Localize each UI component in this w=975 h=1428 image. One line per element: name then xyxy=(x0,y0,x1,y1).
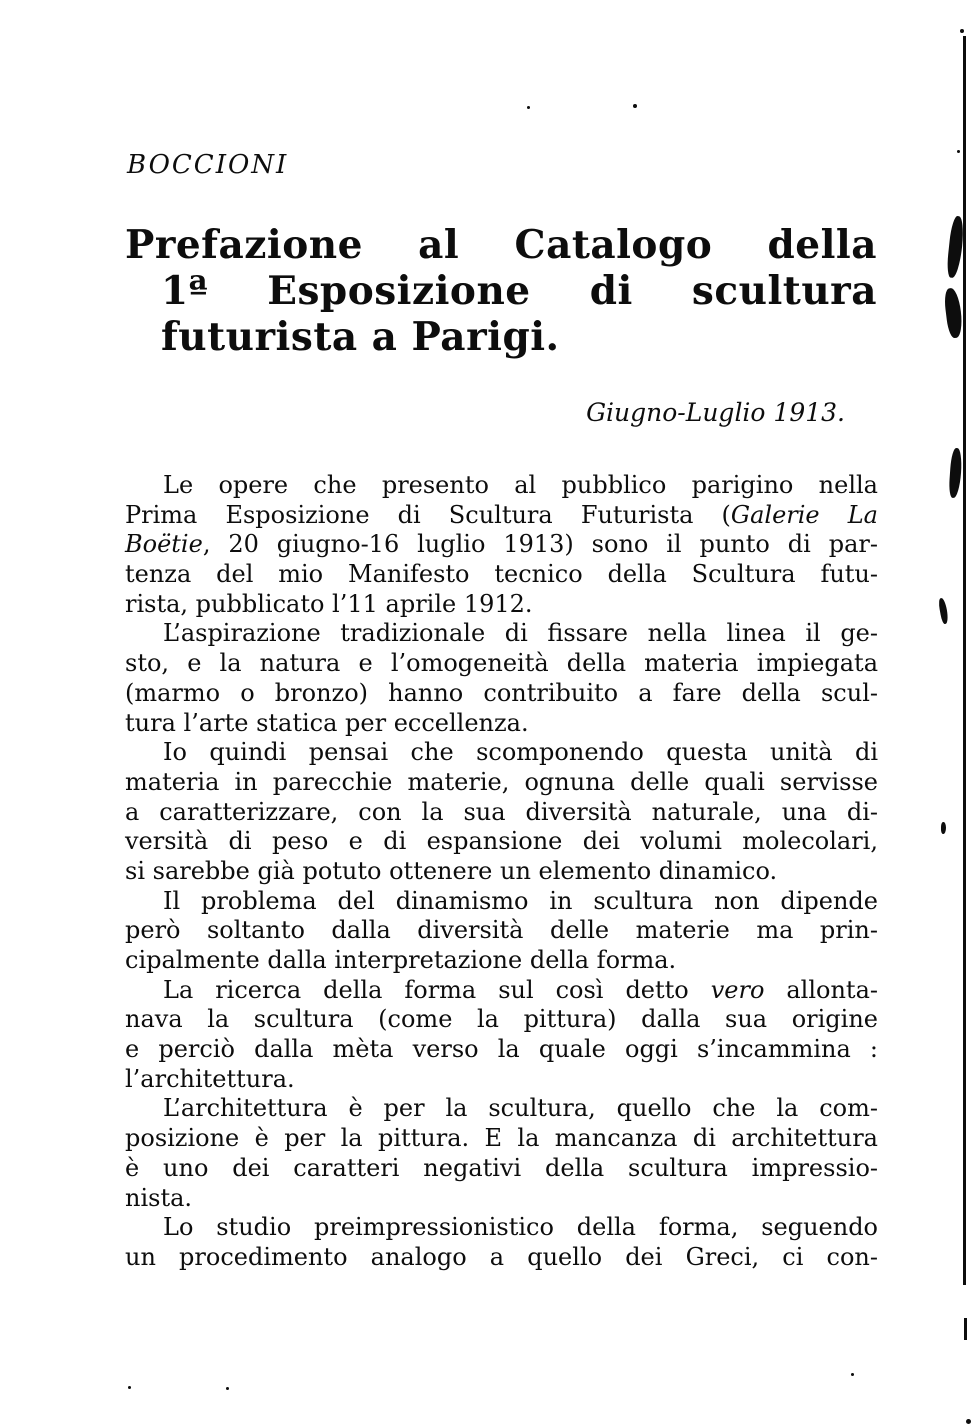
text-line xyxy=(125,1035,878,1065)
text-segment: nista. xyxy=(125,1183,193,1212)
ink-speck xyxy=(226,1387,229,1390)
text-segment: versità di peso e di espansione dei volumi molecolari, xyxy=(125,827,878,856)
scan-edge-line xyxy=(963,36,966,1285)
text-segment: tenza del mio Manifesto tecnico della Scultura futu- xyxy=(125,560,878,589)
text-segment: l’architettura. xyxy=(125,1064,295,1093)
title-line-3: futurista a Parigi. xyxy=(161,314,560,360)
text-line xyxy=(125,590,878,620)
ink-speck xyxy=(957,150,960,153)
text-segment: posizione è per la pittura. E la mancanza di architettura xyxy=(125,1124,878,1153)
text-segment: si sarebbe già potuto ottenere un elemento dinamico. xyxy=(125,856,778,885)
italic-text-segment: Galerie La xyxy=(730,500,878,529)
text-segment: allonta- xyxy=(764,975,878,1004)
text-segment: (marmo o bronzo) hanno contribuito a fare della scul- xyxy=(125,678,878,707)
text-line xyxy=(125,530,878,560)
text-line xyxy=(125,976,878,1006)
text-line xyxy=(125,1124,878,1154)
text-segment: La ricerca della forma sul così detto xyxy=(163,975,711,1004)
text-line xyxy=(125,709,878,739)
scan-edge-line xyxy=(964,1318,967,1340)
text-segment: a caratterizzare, con la sua diversità naturale, una di- xyxy=(125,797,878,826)
ink-blob xyxy=(938,598,949,625)
text-line xyxy=(125,679,878,709)
text-segment: cipalmente dalla interpretazione della forma. xyxy=(125,946,677,974)
text-segment: Io quindi pensai che scomponendo questa unità di xyxy=(163,738,878,767)
text-line xyxy=(125,471,878,501)
title-line-2: 1ª Esposizione di scultura xyxy=(161,268,877,314)
ink-speck xyxy=(966,1419,971,1424)
text-segment: Il problema del dinamismo in scultura non dipende xyxy=(163,886,878,915)
text-line xyxy=(125,857,878,887)
text-line xyxy=(125,798,878,828)
text-segment: Lo studio preimpressionistico della forma, seguendo xyxy=(163,1213,878,1242)
text-segment: tura l’arte statica per eccellenza. xyxy=(125,708,529,737)
ink-blob xyxy=(943,287,964,338)
text-line xyxy=(125,916,878,946)
ink-speck xyxy=(851,1373,854,1376)
text-segment: materia in parecchie materie, ognuna delle quali servisse xyxy=(125,767,878,796)
text-segment: un procedimento analogo a quello dei Greci, ci con- xyxy=(125,1242,878,1271)
text-line xyxy=(125,768,878,798)
text-line xyxy=(125,887,878,917)
text-line xyxy=(125,501,878,531)
ink-speck xyxy=(527,106,530,109)
italic-text-segment: vero xyxy=(710,975,765,1004)
text-line xyxy=(125,1243,878,1273)
text-line xyxy=(125,560,878,590)
dateline: Giugno-Luglio 1913. xyxy=(586,398,845,427)
text-segment: però soltanto dalla diversità delle materie ma prin- xyxy=(125,916,878,945)
ink-speck xyxy=(960,29,964,33)
text-line xyxy=(125,1094,878,1124)
text-segment: Le opere che presento al pubblico parigino nella xyxy=(163,471,878,499)
text-segment: rista, pubblicato l’11 aprile 1912. xyxy=(125,589,533,618)
text-line xyxy=(125,1184,878,1214)
ink-speck xyxy=(128,1386,131,1389)
text-segment: Prima Esposizione di Scultura Futurista ( xyxy=(125,500,731,529)
ink-blob xyxy=(948,448,962,499)
text-line xyxy=(125,1213,878,1243)
page-title xyxy=(125,222,877,360)
title-line-1: Prefazione al Catalogo della xyxy=(125,222,877,268)
text-line xyxy=(125,1005,878,1035)
text-line xyxy=(125,1154,878,1184)
text-segment: L’architettura è per la scultura, quello che la com- xyxy=(163,1094,878,1123)
ink-blob xyxy=(941,822,946,834)
ink-speck xyxy=(633,104,637,108)
text-segment: sto, e la natura e l’omogeneità della materia impiegata xyxy=(125,649,878,678)
text-line xyxy=(125,1065,878,1095)
text-line xyxy=(125,738,878,768)
author-header: BOCCIONI xyxy=(127,150,289,180)
text-segment: nava la scultura (come la pittura) dalla sua origine xyxy=(125,1005,878,1034)
text-segment: e perciò dalla mèta verso la quale oggi s’incammina : xyxy=(125,1035,878,1064)
italic-text-segment: Boëtie xyxy=(125,530,203,559)
text-line xyxy=(125,649,878,679)
body-text xyxy=(125,471,878,1273)
text-line xyxy=(125,619,878,649)
text-line xyxy=(125,827,878,857)
text-segment: , 20 giugno-16 luglio 1913) sono il punto di par- xyxy=(202,530,878,559)
text-segment: è uno dei caratteri negativi della scultura impressio- xyxy=(125,1153,878,1182)
text-segment: L’aspirazione tradizionale di fissare nella linea il ge- xyxy=(163,619,878,648)
text-line xyxy=(125,946,878,976)
